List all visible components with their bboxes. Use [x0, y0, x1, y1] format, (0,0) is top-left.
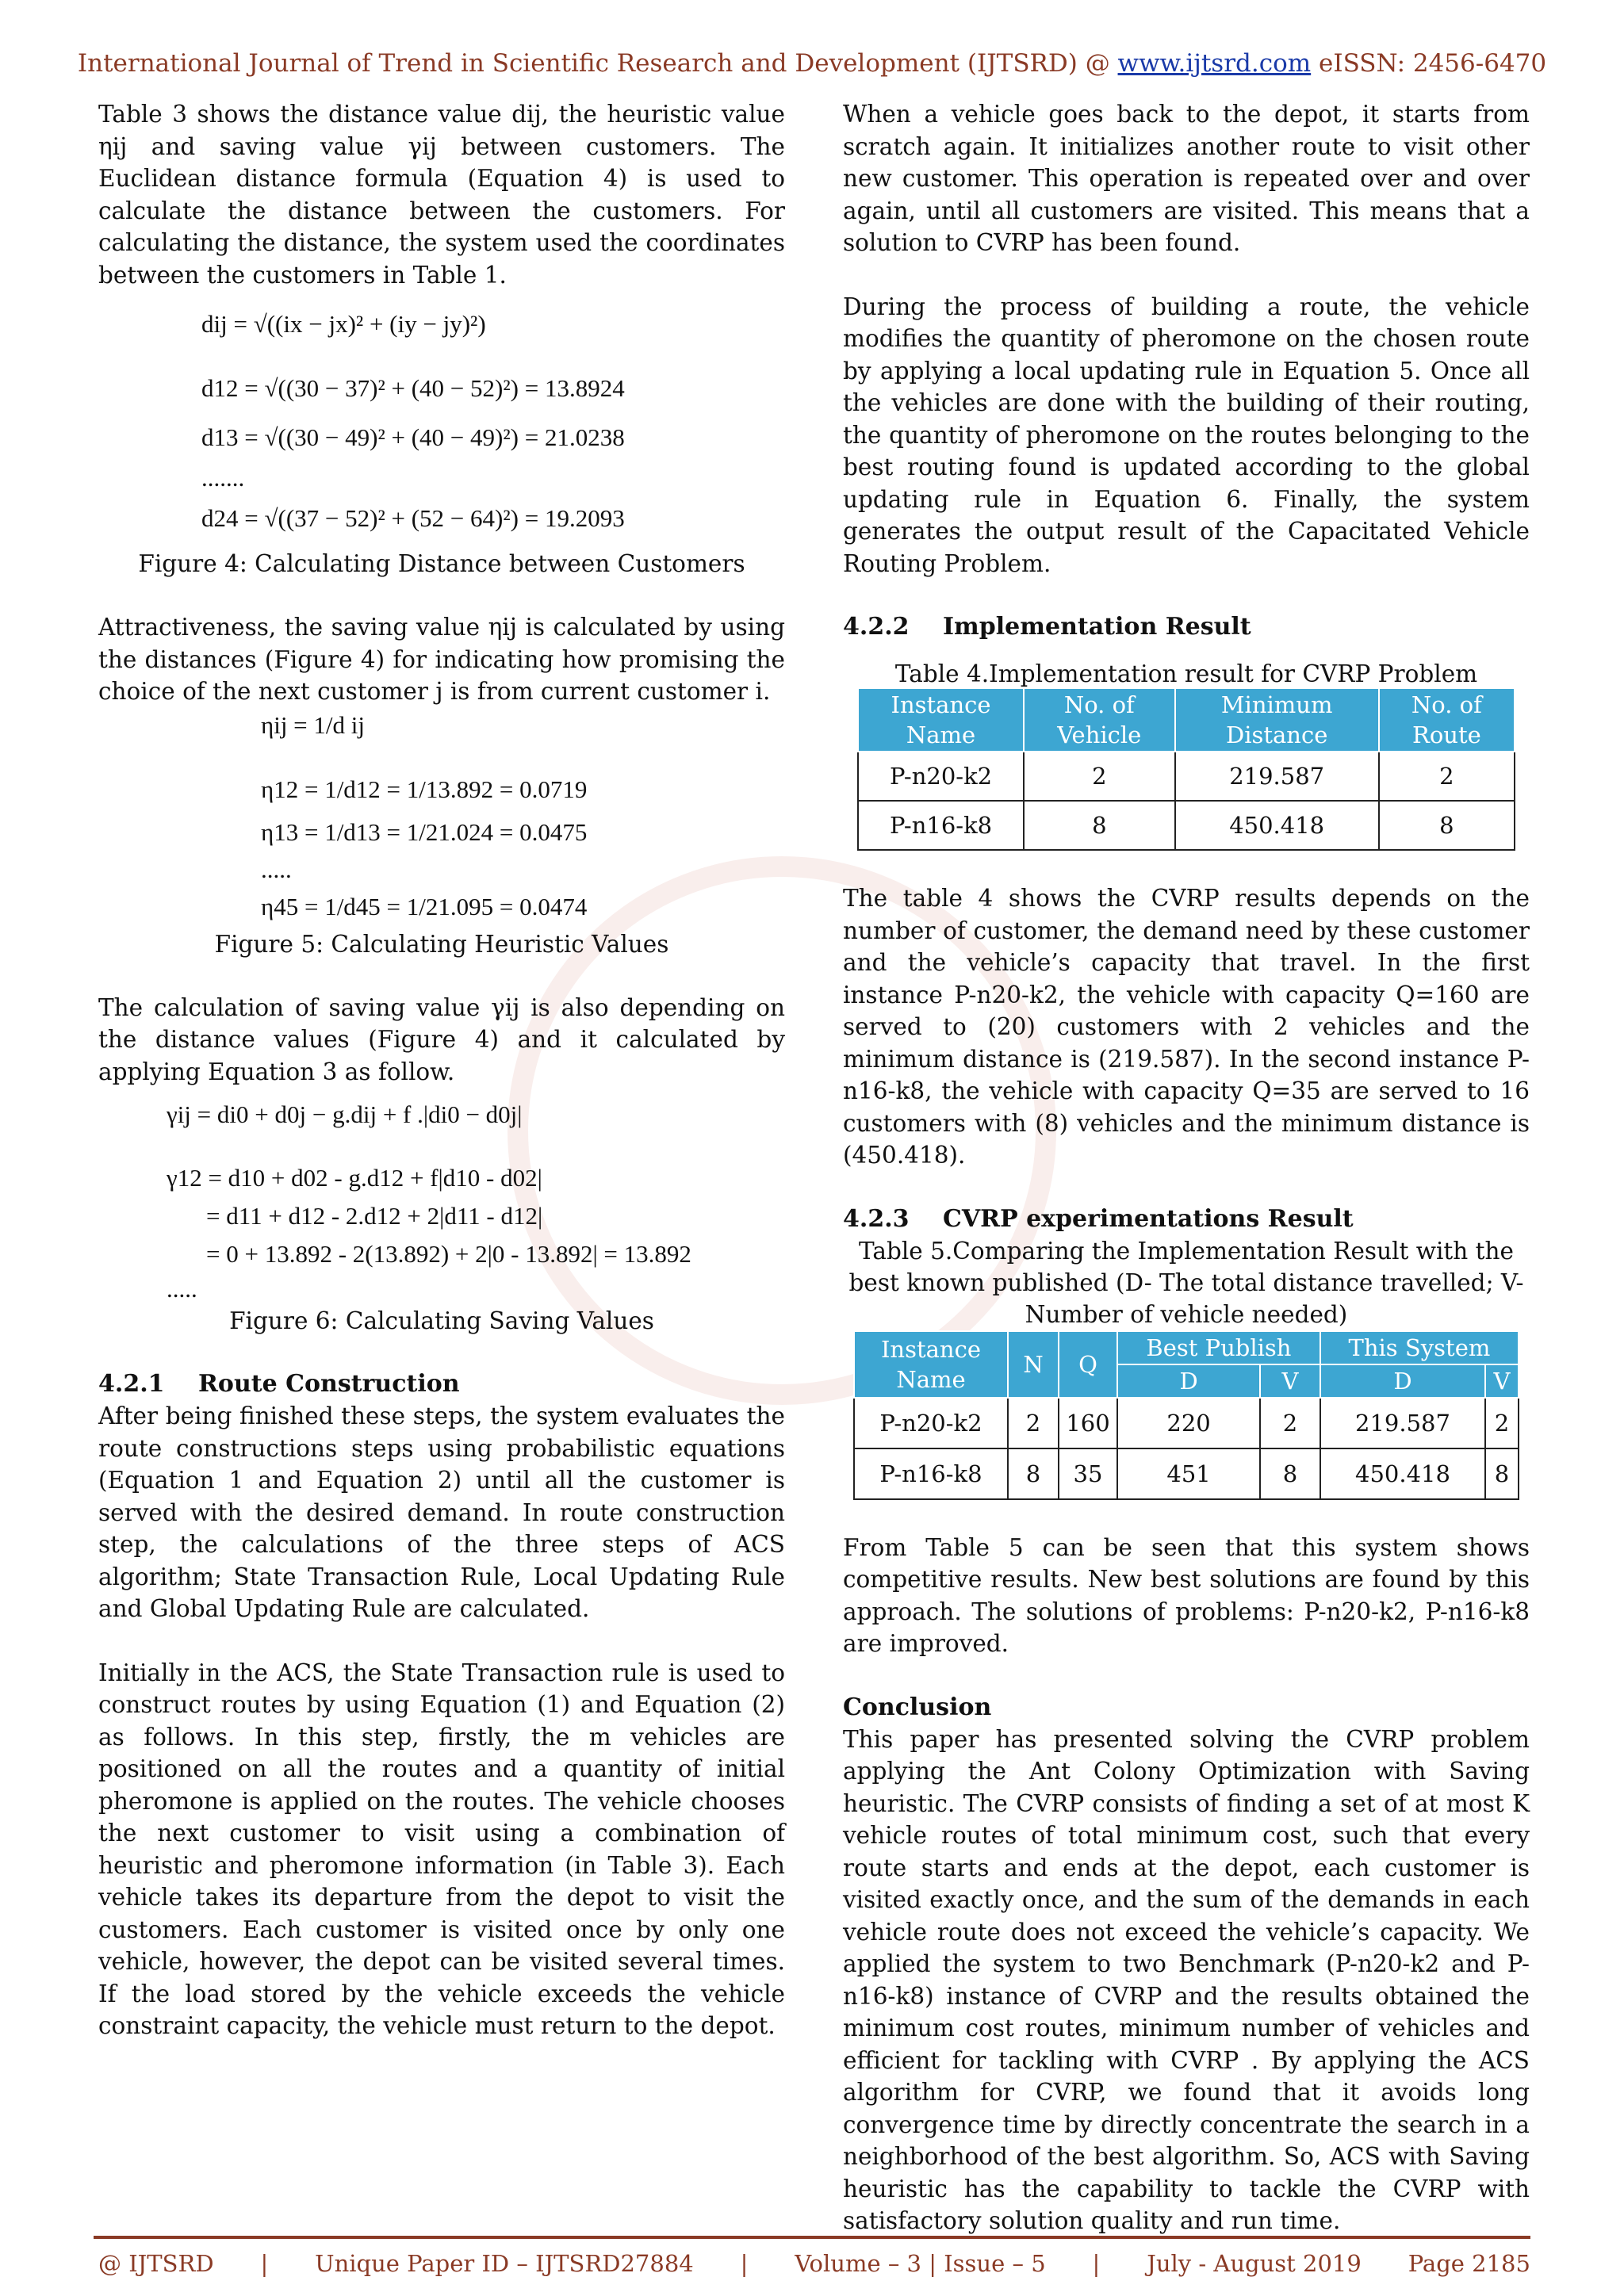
figure-caption: Figure 4: Calculating Distance between Customers	[138, 550, 745, 577]
section-heading: 4.2.2 Implementation Result	[843, 613, 1251, 641]
table-caption: Table 5.Comparing the Implementation Result with the best known published (D- The total distance travelled; V- Number of vehicle needed)	[848, 1237, 1524, 1328]
table-comparison	[853, 1330, 1519, 1500]
table-cell: 8	[1024, 801, 1174, 850]
page-footer	[98, 2250, 1530, 2277]
table-header-cell: No. of Vehicle	[1024, 688, 1174, 752]
table-cell: 2	[1379, 752, 1515, 801]
table-cell: 450.418	[1320, 1448, 1485, 1499]
equation-ellipsis: .....	[167, 1275, 197, 1303]
table-cell: 8	[1008, 1448, 1059, 1499]
table-caption: Table 4.Implementation result for CVRP Problem	[894, 660, 1478, 687]
table-cell: P-n20-k2	[854, 1398, 1008, 1448]
equation-d12: d12 = √((30 − 37)² + (40 − 52)²) = 13.8924	[201, 374, 625, 402]
th-d: D	[1117, 1364, 1260, 1398]
table-row	[854, 1448, 1519, 1499]
table-cell: P-n16-k8	[854, 1448, 1008, 1499]
table-row	[854, 1398, 1519, 1448]
paragraph: From Table 5 can be seen that this system shows competitive results. New best solutions are found by this approach. The solutions of problems: P-n20-k2, P-n16-k8 are improved.	[843, 1533, 1530, 1657]
table-header-cell: Instance Name	[858, 688, 1024, 752]
table-cell: 219.587	[1320, 1398, 1485, 1448]
th-v: V	[1485, 1364, 1519, 1398]
table-cell: 8	[1485, 1448, 1519, 1499]
table-cell: 35	[1059, 1448, 1117, 1499]
journal-issn: eISSN: 2456-6470	[1311, 49, 1547, 78]
equation-eta13: η13 = 1/d13 = 1/21.024 = 0.0475	[261, 817, 588, 846]
th-q: Q	[1059, 1331, 1117, 1398]
table-cell: 2	[1485, 1398, 1519, 1448]
table-cell: 450.418	[1175, 801, 1379, 850]
table-header-cell: Minimum Distance	[1175, 688, 1379, 752]
table-row	[858, 801, 1515, 850]
footer-date: July - August 2019	[1147, 2250, 1362, 2277]
th-v: V	[1260, 1364, 1320, 1398]
table-cell: 219.587	[1175, 752, 1379, 801]
equation-ellipsis: .....	[261, 855, 292, 883]
paragraph: When a vehicle goes back to the depot, it starts from scratch again. It initializes another route to visit other new customer. This operation is repeated over and over again, until all customers are visited. This means that a solution to CVRP has been found.	[843, 101, 1530, 256]
equation-d13: d13 = √((30 − 49)² + (40 − 49)²) = 21.0238	[201, 423, 625, 451]
paragraph: Attractiveness, the saving value ηij is calculated by using the distances (Figure 4) for indicating how promising the choice of the next customer j is from current customer i.	[98, 614, 785, 705]
section-heading: 4.2.3 CVRP experimentations Result	[843, 1204, 1354, 1233]
table-cell: 2	[1260, 1398, 1320, 1448]
figure-caption: Figure 5: Calculating Heuristic Values	[214, 930, 669, 958]
table-cell: 8	[1379, 801, 1515, 850]
equation-eta12: η12 = 1/d12 = 1/13.892 = 0.0719	[261, 775, 588, 803]
table-cell: 160	[1059, 1398, 1117, 1448]
table-cell: 451	[1117, 1448, 1260, 1499]
footer-page: Page 2185	[1408, 2250, 1530, 2277]
paragraph: Table 3 shows the distance value dij, the heuristic value ηij and saving value γij between customers. The Euclidean distance formula (Equation 4) is used to calculate the distance between the customers. For calculating the distance, the system used the coordinates between the customers in Table 1.	[98, 101, 785, 289]
table-cell: 8	[1260, 1448, 1320, 1499]
th-this-system: This System	[1320, 1331, 1519, 1364]
journal-link[interactable]: www.ijtsrd.com	[1117, 49, 1312, 78]
running-header	[0, 49, 1624, 78]
equation-eta: ηij = 1/d ij	[261, 710, 366, 739]
footer-org: @ IJTSRD	[98, 2250, 214, 2277]
paragraph: The calculation of saving value γij is also depending on the distance values (Figure 4) and it calculated by applying Equation 3 as follow.	[98, 993, 785, 1085]
figure-caption: Figure 6: Calculating Saving Values	[229, 1307, 654, 1334]
footer-paper-id: Unique Paper ID – IJTSRD27884	[315, 2250, 694, 2277]
section-heading: 4.2.1 Route Construction	[98, 1370, 460, 1398]
footer-volume: Volume – 3 | Issue – 5	[795, 2250, 1046, 2277]
th-best-publish: Best Publish	[1117, 1331, 1320, 1364]
section-heading: Conclusion	[843, 1693, 992, 1721]
equation-distance: dij = √((ix − jx)² + (iy − jy)²)	[201, 310, 486, 338]
paragraph: This paper has presented solving the CVRP problem applying the Ant Colony Optimization with Saving heuristic. The CVRP consists of finding a set of at most K vehicle routes of total minimum cost, such that every route starts and ends at the depot, each customer is visited exactly once, and the sum of the demands in each vehicle route does not exceed the vehicle’s capacity. We applied the system to two Benchmark (P-n20-k2 and P-n16-k8) instance of CVRP and the results obtained the minimum cost routes, minimum number of vehicles and efficient for tackling with CVRP . By applying the ACS algorithm for CVRP, we found that it avoids long convergence time by directly concentrate the search in a neighborhood of the best algorithm. So, ACS with Saving heuristic has the capability to tackle the CVRP with satisfactory solution quality and run time.	[843, 1725, 1530, 2234]
footer-rule	[94, 2236, 1530, 2239]
table-row	[858, 752, 1515, 801]
paragraph: The table 4 shows the CVRP results depends on the number of customer, the demand need by these customer and the vehicle’s capacity that travel. In the first instance P-n20-k2, the vehicle with capacity Q=160 are served to (20) customers with 2 vehicles and the minimum distance is (219.587). In the second instance P-n16-k8, the vehicle with capacity Q=35 are served to 16 customers with (8) vehicles and the minimum distance is (450.418).	[843, 885, 1530, 1169]
equation-ellipsis: .......	[201, 464, 245, 492]
th-n: N	[1008, 1331, 1059, 1398]
right-column	[843, 98, 1530, 2237]
th-instance: Instance Name	[854, 1331, 1008, 1398]
table-cell: 220	[1117, 1398, 1260, 1448]
equation-gamma: γij = di0 + d0j − g.dij + f .|di0 − d0j|	[167, 1100, 523, 1128]
equation-eta45: η45 = 1/d45 = 1/21.095 = 0.0474	[261, 892, 588, 920]
paragraph: During the process of building a route, the vehicle modifies the quantity of pheromone on the chosen route by applying a local updating rule in Equation 5. Once all the vehicles are done with the building of their routing, the quantity of pheromone on the routes belonging to the best routing found is updated according to the global updating rule in Equation 6. Finally, the system generates the output result of the Capacitated Vehicle Routing Problem.	[843, 293, 1530, 577]
table-implementation-result	[857, 687, 1515, 851]
left-column	[98, 98, 785, 2042]
equation-gamma12: γ12 = d10 + d02 - g.d12 + f|d10 - d02|	[167, 1164, 542, 1192]
equation-d24: d24 = √((37 − 52)² + (52 − 64)²) = 19.2093	[201, 504, 625, 532]
paragraph: After being finished these steps, the system evaluates the route constructions steps using probabilistic equations (Equation 1 and Equation 2) until all the customer is served with the desired demand. In route construction step, the calculations of the three steps of ACS algorithm; State Transaction Rule, Local Updating Rule and Global Updating Rule are calculated.	[98, 1402, 785, 1622]
table-cell: 2	[1008, 1398, 1059, 1448]
table-cell: 2	[1024, 752, 1174, 801]
journal-name: International Journal of Trend in Scientific Research and Development (IJTSRD) @	[77, 49, 1118, 78]
equation-gamma12-step2: = d11 + d12 - 2.d12 + 2|d11 - d12|	[206, 1202, 543, 1230]
table-header-cell: No. of Route	[1379, 688, 1515, 752]
footer-sep: |	[260, 2250, 269, 2277]
table-cell: P-n20-k2	[858, 752, 1024, 801]
th-d: D	[1320, 1364, 1485, 1398]
footer-sep: |	[1092, 2250, 1101, 2277]
equation-gamma12-step3: = 0 + 13.892 - 2(13.892) + 2|0 - 13.892| = 13.892	[206, 1240, 691, 1268]
table-cell: P-n16-k8	[858, 801, 1024, 850]
paragraph: Initially in the ACS, the State Transaction rule is used to construct routes by using Equation (1) and Equation (2) as follows. In this step, firstly, the m vehicles are positioned on all the routes and a quantity of initial pheromone is applied on the routes. The vehicle chooses the next customer to visit using a combination of heuristic and pheromone information (in Table 3). Each vehicle takes its departure from the depot to visit the customers. Each customer is visited once by only one vehicle, however, the depot can be visited several times. If the load stored by the vehicle exceeds the vehicle constraint capacity, the vehicle must return to the depot.	[98, 1659, 785, 2039]
footer-sep: |	[740, 2250, 749, 2277]
